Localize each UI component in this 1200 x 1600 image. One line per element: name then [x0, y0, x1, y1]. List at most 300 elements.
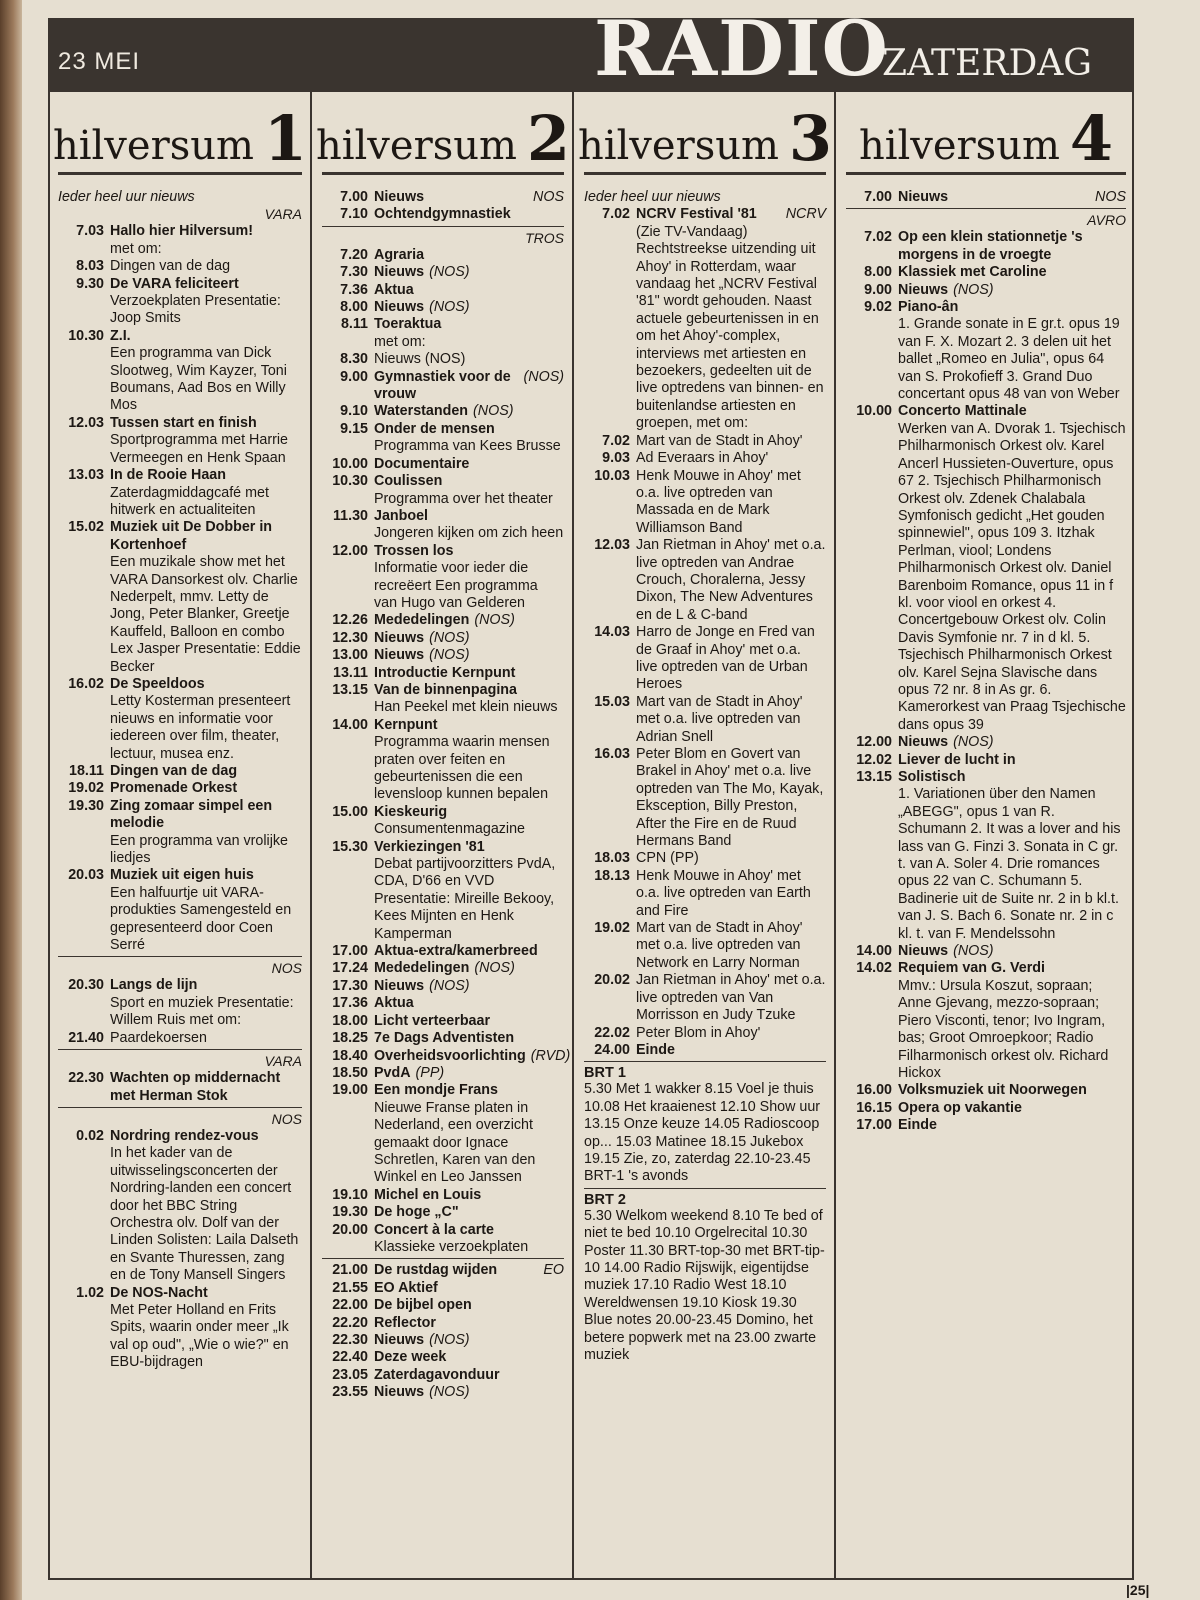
program-entry — [846, 229, 1126, 264]
program-time: 21.55 — [332, 1279, 368, 1296]
program-title-line — [374, 1315, 564, 1332]
program-tag: (NOS) — [429, 977, 470, 994]
program-description: 1. Grande sonate in E gr.t. opus 19 van F. X. Mozart 2. 3 delen uit het ballet „Romeo en Julia", opus 64 van S. Prokofieff 3. Grand Duo concertant opus 48 van von Weber — [898, 316, 1120, 403]
program-title: Muziek uit eigen huis — [110, 867, 254, 884]
program-title-line — [110, 867, 302, 884]
program-description: Een halfuurtje uit VARA-produkties Samengesteld en gepresenteerd door Coen Serré — [110, 884, 292, 954]
program-text — [374, 1297, 564, 1314]
program-title: Nieuws — [374, 977, 425, 994]
program-time: 18.50 — [332, 1064, 368, 1081]
program-text — [110, 223, 302, 258]
program-entry — [322, 247, 564, 264]
program-title: Langs de lijn — [110, 977, 198, 994]
program-text — [898, 1082, 1126, 1099]
program-entry — [846, 403, 1126, 734]
program-description: Jongeren kijken om zich heen — [374, 525, 564, 542]
program-title: Muziek uit De Dobber in Kortenhoef — [110, 519, 273, 553]
program-text — [374, 1082, 564, 1186]
program-title: Nieuws — [898, 281, 949, 298]
program-title-line — [374, 665, 564, 682]
program-title-line — [110, 1070, 302, 1105]
program-text — [636, 450, 826, 467]
program-time: 22.02 — [594, 1024, 630, 1041]
program-title-line — [110, 763, 302, 780]
program-time: 16.15 — [856, 1099, 892, 1116]
program-title-line — [110, 676, 302, 693]
program-title-line — [374, 543, 564, 560]
program-time: 16.02 — [68, 675, 104, 692]
program-entry — [322, 1082, 564, 1186]
program-title: Piano-ân — [898, 299, 959, 316]
program-description: met om: — [374, 333, 426, 350]
program-entry — [58, 1030, 302, 1047]
station-number: 1 — [263, 102, 308, 175]
program-text — [374, 1315, 564, 1332]
program-entry — [584, 537, 826, 624]
program-time: 10.00 — [856, 403, 892, 420]
program-entry — [584, 1025, 826, 1042]
program-time: 9.00 — [340, 368, 368, 385]
program-text — [374, 1349, 564, 1366]
program-text — [374, 960, 564, 977]
program-entry — [322, 612, 564, 629]
program-title-line — [110, 415, 302, 432]
program-text — [898, 189, 1126, 206]
program-title: Nieuws — [898, 734, 949, 751]
program-title-line — [374, 839, 564, 856]
program-entry — [846, 299, 1126, 403]
program-description: In het kader van de uitwisselingsconcerten der Nordring-landen een concert door het BBC String Orchestra olv. Dolf van der Linden Solisten: Laila Dalseth en Svante Thuressen, zang en de Tony Mansell Singers — [110, 1145, 299, 1284]
program-time: 23.55 — [332, 1384, 368, 1401]
program-entry — [58, 1070, 302, 1105]
program-description: Sportprogramma met Harrie Vermeegen en Henk Spaan — [110, 432, 288, 466]
program-text — [636, 850, 826, 867]
program-description: Nieuws (NOS) — [374, 351, 466, 368]
program-text — [898, 403, 1126, 734]
program-text — [898, 299, 1126, 403]
program-title-line — [374, 369, 564, 404]
program-title: Nieuws — [898, 189, 949, 205]
program-title-line — [374, 316, 564, 333]
program-entry — [322, 189, 564, 206]
program-description: Mart van de Stadt in Ahoy' — [636, 432, 803, 449]
program-title: Hallo hier Hilversum! — [110, 223, 254, 240]
program-text — [374, 995, 564, 1012]
program-entry — [322, 995, 564, 1012]
program-title-line — [110, 1128, 302, 1145]
program-entry — [322, 1222, 564, 1257]
program-time: 18.03 — [594, 850, 630, 867]
program-description: Debat partijvoorzitters PvdA, CDA, D'66 en VVD Presentatie: Mireille Bekooy, Kees Mijnten en Henk Kamperman — [374, 856, 556, 942]
program-time: 11.30 — [333, 507, 368, 524]
program-title-line — [374, 612, 564, 629]
program-time: 7.00 — [864, 189, 892, 205]
program-entry — [584, 694, 826, 746]
program-time: 19.30 — [332, 1204, 368, 1221]
program-time: 10.30 — [332, 473, 368, 490]
program-time: 13.15 — [332, 681, 368, 698]
program-entry — [58, 780, 302, 797]
program-text — [374, 1013, 564, 1030]
broadcaster-label: NCRV — [785, 206, 826, 223]
program-time: 22.30 — [332, 1332, 368, 1348]
program-entry — [846, 264, 1126, 281]
program-text — [110, 415, 302, 467]
program-time: 10.00 — [332, 455, 368, 472]
program-text — [110, 519, 302, 676]
program-entry — [846, 1100, 1126, 1117]
program-description: Peter Blom in Ahoy' — [636, 1024, 761, 1041]
program-title: Nieuws — [374, 299, 425, 316]
program-text — [374, 1187, 564, 1204]
program-time: 7.20 — [340, 246, 368, 263]
program-title: Onder de mensen — [374, 420, 495, 437]
column-hilversum-3 — [572, 92, 834, 1580]
program-time: 8.00 — [340, 299, 368, 316]
program-time: 7.30 — [340, 264, 368, 281]
program-time: 22.20 — [332, 1314, 368, 1331]
program-entry — [322, 978, 564, 995]
broadcaster-label: VARA — [264, 1053, 302, 1070]
column-hilversum-2 — [310, 92, 572, 1580]
program-text — [636, 1025, 826, 1042]
program-tag: (NOS) — [429, 264, 470, 281]
program-title: Liever de lucht in — [898, 751, 1016, 768]
program-title: Introductie Kernpunt — [374, 664, 516, 681]
program-text — [636, 972, 826, 1024]
program-time: 12.03 — [594, 537, 630, 554]
station-number: 3 — [788, 102, 833, 175]
program-time: 15.02 — [68, 519, 104, 536]
program-time: 12.02 — [856, 751, 892, 768]
program-title-line — [898, 264, 1126, 281]
program-entry — [846, 1082, 1126, 1099]
program-title: Kieskeurig — [374, 803, 448, 820]
program-description: Jan Rietman in Ahoy' met o.a. live optreden van Van Morrisson en Judy Tzuke — [636, 972, 826, 1024]
program-entry — [58, 867, 302, 954]
program-title-line — [374, 1048, 570, 1065]
program-title: Op een klein stationnetje 's morgens in de vroegte — [898, 229, 1083, 263]
program-title: Verkiezingen '81 — [374, 838, 485, 855]
program-text — [636, 920, 826, 972]
program-title-line — [898, 943, 1126, 960]
program-title-line — [898, 1082, 1126, 1099]
broadcaster-label: TROS — [525, 229, 564, 246]
program-text — [898, 943, 1126, 960]
broadcaster-label: EO — [543, 1262, 564, 1279]
program-title: Mededelingen — [374, 960, 470, 977]
program-title: Nieuws — [374, 189, 425, 205]
program-title-line — [374, 299, 564, 316]
program-title-line — [110, 780, 302, 797]
program-tag: (NOS) — [429, 647, 470, 664]
program-title: EO Aktief — [374, 1279, 438, 1296]
page-number: |25| — [1126, 1582, 1150, 1598]
program-time: 19.02 — [594, 920, 630, 937]
program-title-line — [374, 630, 564, 647]
program-title-line — [898, 1117, 1126, 1134]
program-entry — [58, 763, 302, 780]
program-title-line — [898, 229, 1126, 264]
brt-schedule: 5.30 Welkom weekend 8.10 Te bed of niet te bed 10.10 Orgelrecital 10.30 Poster 11.30 BRT-top-30 met BRT-tip-10 14.00 Radio Rijswijk, eigentijdse muziek 17.10 Radio West 18.10 Wereldwensen 19.10 Kiosk 19.30 Blue notes 20.00-23.45 Domino, het betere popwerk met na 23.00 zwarte muziek — [584, 1207, 825, 1363]
program-text — [374, 978, 564, 995]
program-description: met om: — [110, 240, 162, 257]
program-time: 7.02 — [602, 432, 630, 449]
program-time: 10.03 — [594, 467, 630, 484]
program-description: Programma van Kees Brusse — [374, 438, 561, 455]
program-entry — [322, 943, 564, 960]
program-entry — [584, 624, 826, 694]
divider — [584, 1061, 826, 1062]
program-time: 7.03 — [76, 223, 104, 240]
program-title: Nieuws — [898, 943, 949, 960]
divider — [58, 1049, 302, 1050]
program-text — [374, 403, 564, 420]
program-text — [374, 1332, 564, 1349]
program-text — [110, 258, 302, 275]
program-entry — [846, 1117, 1126, 1134]
program-description: (Zie TV-Vandaag) Rechtstreekse uitzending uit Ahoy' in Rotterdam, waar vandaag het „NCRV Festival '81" wordt gehouden. Naast actuele gebeurtenissen in en om het Ahoy'-complex, interviews met artiesten en bezoekers, gedeelten uit de live optredens van binnen- en buitenlandse artiesten en groepen, met om: — [636, 223, 824, 432]
divider — [846, 208, 1126, 209]
radio-page — [22, 0, 1200, 1600]
program-tag: (NOS) — [474, 960, 515, 977]
program-entry — [322, 1332, 564, 1349]
program-time: 18.13 — [594, 867, 630, 884]
program-entry — [322, 299, 564, 316]
program-entry — [322, 839, 564, 943]
program-time: 20.02 — [594, 972, 630, 989]
program-title: Promenade Orkest — [110, 780, 238, 797]
program-text — [374, 1065, 564, 1082]
program-description: Mart van de Stadt in Ahoy' met o.a. live optreden van Network en Larry Norman — [636, 920, 803, 971]
header-title: RADIO — [594, 4, 889, 93]
program-description: Consumentenmagazine — [374, 821, 526, 838]
program-title: Dingen van de dag — [110, 763, 238, 779]
program-title-line — [374, 1332, 564, 1349]
program-title: Een mondje Frans — [374, 1082, 498, 1099]
program-title: Nordring rendez-vous — [110, 1127, 259, 1144]
program-title-line — [374, 995, 564, 1012]
program-title: Zaterdagavonduur — [374, 1366, 500, 1383]
program-text — [374, 282, 564, 299]
program-time: 7.00 — [340, 189, 368, 205]
program-time: 18.40 — [332, 1047, 368, 1064]
program-title-line — [374, 282, 564, 299]
program-entry — [584, 850, 826, 867]
program-entry — [322, 316, 564, 351]
program-entry — [322, 1204, 564, 1221]
program-description: Verzoekplaten Presentatie: Joop Smits — [110, 293, 281, 327]
program-description: Dingen van de dag — [110, 258, 231, 275]
program-time: 10.30 — [68, 327, 104, 344]
program-entry — [58, 1285, 302, 1372]
program-title: Zing zomaar simpel een melodie — [110, 797, 273, 832]
program-title-line — [898, 403, 1126, 420]
program-tag: (NOS) — [473, 403, 514, 420]
program-text — [374, 369, 564, 404]
program-title: Opera op vakantie — [898, 1099, 1022, 1116]
program-time: 21.00 — [332, 1262, 368, 1279]
program-title-line — [110, 223, 302, 240]
program-time: 19.10 — [332, 1186, 368, 1203]
program-entry — [322, 1349, 564, 1366]
program-title: Concert à la carte — [374, 1221, 494, 1238]
program-time: 9.02 — [864, 299, 892, 316]
program-text — [374, 1222, 564, 1257]
program-time: 19.02 — [68, 780, 104, 797]
program-text — [374, 264, 564, 281]
program-entry — [322, 403, 564, 420]
program-text — [110, 763, 302, 780]
program-time: 7.02 — [864, 229, 892, 246]
program-time: 12.03 — [68, 414, 104, 431]
program-description: Mart van de Stadt in Ahoy' met o.a. live optreden van Adrian Snell — [636, 693, 803, 745]
program-entry — [58, 676, 302, 763]
program-title: Tussen start en finish — [110, 414, 257, 431]
program-entry — [846, 282, 1126, 299]
program-entry — [322, 264, 564, 281]
program-title: Kernpunt — [374, 716, 438, 733]
program-text — [898, 229, 1126, 264]
program-title-line — [110, 798, 302, 833]
program-text — [374, 189, 564, 206]
program-tag: (NOS) — [523, 368, 564, 385]
program-text — [374, 1030, 564, 1047]
program-title-line — [898, 960, 1126, 977]
program-description: Letty Kosterman presenteert nieuws en informatie voor iedereen over film, theater, lectuur, musea enz. — [110, 693, 291, 762]
program-time: 9.30 — [76, 275, 104, 292]
program-description: CPN (PP) — [636, 850, 699, 867]
program-description: Harro de Jonge en Fred van de Graaf in Ahoy' met o.a. live optreden van de Urban Heroes — [636, 624, 815, 693]
column-hilversum-4 — [834, 92, 1134, 1580]
program-title: Requiem van G. Verdi — [898, 960, 1045, 977]
program-title: Ochtendgymnastiek — [374, 206, 511, 223]
program-time: 13.03 — [68, 467, 104, 484]
program-time: 9.00 — [864, 281, 892, 298]
program-time: 8.30 — [340, 351, 368, 368]
program-text — [110, 467, 302, 519]
program-title: Aktua-extra/kamerbreed — [374, 943, 538, 960]
program-title: Nieuws — [374, 264, 425, 281]
program-text — [374, 630, 564, 647]
program-time: 14.00 — [856, 943, 892, 960]
program-title-line — [636, 206, 826, 223]
program-title: Waterstanden — [374, 403, 469, 420]
program-description: 1. Variationen über den Namen „ABEGG", opus 1 van R. Schumann 2. It was a lover and his lass van G. Finzi 3. Sonata in C gr. t. van A. Soler 4. Drie romances opus 22 van C. Schumann 5. Badinerie uit de Suite nr. 2 in b kl.t. van J. S. Bach 6. Sonate nr. 2 in c kl. t. van F. Mendelssohn — [898, 786, 1121, 942]
program-entry — [322, 1367, 564, 1384]
program-time: 14.00 — [332, 716, 368, 733]
program-title-line — [374, 264, 564, 281]
program-title: Overheidsvoorlichting — [374, 1047, 526, 1064]
program-description: Peter Blom en Govert van Brakel in Ahoy' met o.a. live optreden van The Mo, Kayak, Eksception, Billy Preston, After the Fire en de Ruud Hermans Band — [636, 746, 824, 850]
program-title: Michel en Louis — [374, 1186, 482, 1203]
program-title-line — [374, 421, 564, 438]
program-title: De rustdag wijden — [374, 1262, 498, 1279]
program-text — [374, 839, 564, 943]
program-text — [374, 456, 564, 473]
program-text — [898, 752, 1126, 769]
divider — [322, 226, 564, 227]
program-text — [374, 612, 564, 629]
program-entry — [58, 467, 302, 519]
program-title-line — [110, 276, 302, 293]
program-time: 15.30 — [332, 838, 368, 855]
program-text — [110, 867, 302, 954]
program-title: Reflector — [374, 1314, 436, 1331]
program-description: Programma over het theater — [374, 490, 553, 507]
program-title: 7e Dags Adventisten — [374, 1030, 515, 1047]
program-title: Nieuws — [374, 647, 425, 664]
program-entry — [322, 206, 564, 223]
divider — [584, 1188, 826, 1189]
program-title-line — [898, 752, 1126, 769]
program-title-line — [374, 247, 564, 264]
program-text — [374, 247, 564, 264]
program-tag: (NOS) — [953, 734, 994, 751]
program-description: Met Peter Holland en Frits Spits, waarin onder meer „Ik val op oud", „Wie o wie?" en EBU-bijdragen — [110, 1301, 289, 1371]
program-title: Aktua — [374, 995, 414, 1012]
program-time: 15.03 — [594, 693, 630, 710]
program-title-line — [374, 1280, 564, 1297]
program-time: 12.00 — [332, 542, 368, 559]
program-title-line — [374, 1187, 564, 1204]
program-description: Informatie voor ieder die recreëert Een programma van Hugo van Gelderen — [374, 560, 538, 611]
program-entry — [584, 972, 826, 1024]
program-title: Z.I. — [110, 327, 131, 344]
program-text — [374, 647, 564, 664]
program-time: 18.25 — [332, 1030, 368, 1047]
program-title: Mededelingen — [374, 612, 470, 629]
program-description: Han Peekel met klein nieuws — [374, 699, 558, 716]
program-entry — [322, 630, 564, 647]
program-text — [374, 1048, 570, 1065]
program-time: 18.00 — [332, 1012, 368, 1029]
program-entry — [322, 1047, 571, 1065]
program-entry — [846, 734, 1126, 751]
program-text — [374, 804, 564, 839]
program-title-line — [374, 1349, 564, 1366]
program-tag: (NOS) — [429, 629, 470, 646]
program-text — [898, 264, 1126, 281]
program-title: Klassiek met Caroline — [898, 264, 1047, 281]
program-entry — [322, 1065, 564, 1082]
program-time: 12.26 — [332, 612, 368, 629]
program-tag: (NOS) — [953, 943, 994, 960]
program-text — [636, 624, 826, 694]
program-entry — [322, 1280, 564, 1297]
program-title-line — [374, 1297, 564, 1314]
program-title: Licht verteerbaar — [374, 1012, 491, 1029]
program-entry — [322, 1297, 564, 1314]
program-text — [636, 868, 826, 920]
program-text — [898, 960, 1126, 1082]
program-time: 22.30 — [68, 1070, 104, 1087]
program-text — [898, 1100, 1126, 1117]
program-entry — [322, 665, 564, 682]
program-entry — [584, 450, 826, 467]
program-time: 14.02 — [856, 960, 892, 977]
program-tag: (NOS) — [429, 299, 470, 316]
program-title: PvdA — [374, 1064, 411, 1081]
program-entry — [846, 189, 1126, 206]
program-title-line — [110, 328, 302, 345]
program-title-line — [374, 647, 564, 664]
station-heading — [52, 102, 308, 175]
program-text — [636, 206, 826, 432]
program-text — [374, 299, 564, 316]
program-time: 24.00 — [594, 1041, 630, 1058]
program-time: 23.05 — [332, 1366, 368, 1383]
